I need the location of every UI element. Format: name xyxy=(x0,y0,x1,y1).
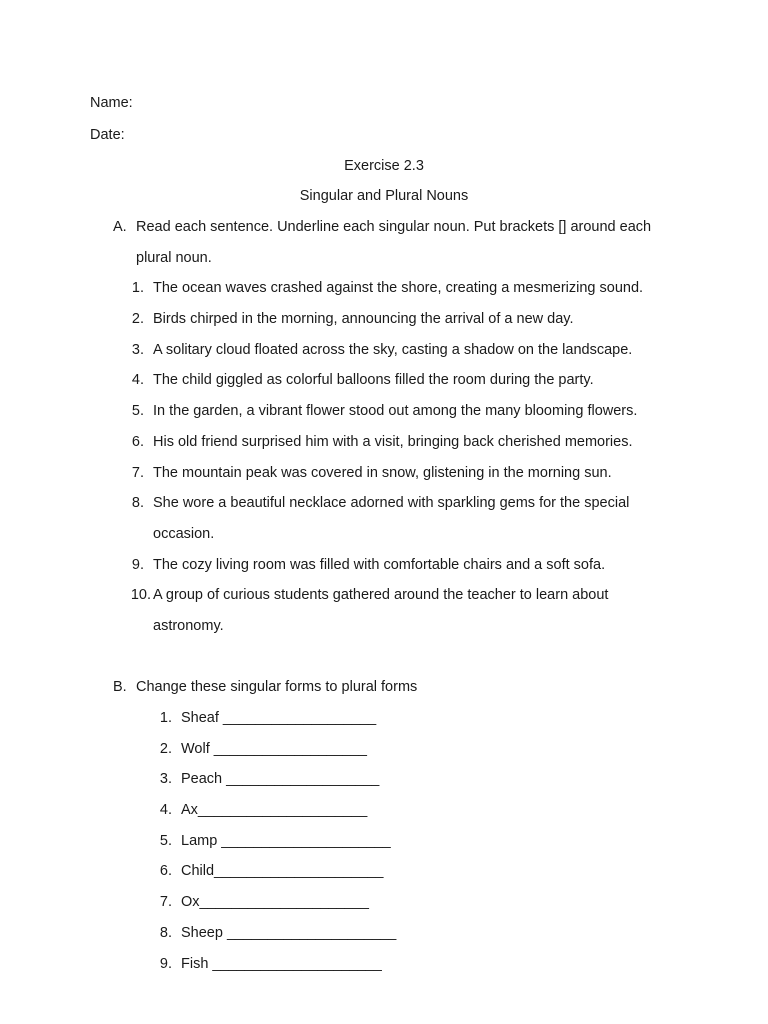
list-item-number: 4. xyxy=(131,372,144,388)
list-item: A solitary cloud floated across the sky, casting a shadow on the landscape. xyxy=(153,342,633,358)
list-item-continuation: occasion. xyxy=(153,526,215,542)
list-item: The cozy living room was filled with comfortable chairs and a soft sofa. xyxy=(153,557,606,573)
list-item-number: 10. xyxy=(130,587,151,603)
list-item-number: 9. xyxy=(159,956,172,972)
exercise-subtitle: Singular and Plural Nouns xyxy=(299,188,469,204)
list-item: The child giggled as colorful balloons filled the room during the party. xyxy=(153,372,594,388)
list-item-number: 7. xyxy=(131,465,144,481)
list-item-number: 1. xyxy=(131,280,144,296)
list-item: Birds chirped in the morning, announcing the arrival of a new day. xyxy=(153,311,574,327)
list-item: Sheaf ___________________ xyxy=(181,710,377,726)
list-item-number: 3. xyxy=(159,771,172,787)
section-b-instruction: Change these singular forms to plural forms xyxy=(136,679,418,695)
section-b-marker: B. xyxy=(113,679,127,695)
list-item-number: 5. xyxy=(159,833,172,849)
list-item-number: 1. xyxy=(159,710,172,726)
section-a-marker: A. xyxy=(113,219,127,235)
list-item-continuation: astronomy. xyxy=(153,618,224,634)
list-item-number: 3. xyxy=(131,342,144,358)
list-item-number: 9. xyxy=(131,557,144,573)
list-item-number: 5. xyxy=(131,403,144,419)
exercise-title: Exercise 2.3 xyxy=(344,158,424,174)
list-item: His old friend surprised him with a visit, bringing back cherished memories. xyxy=(153,434,633,450)
list-item: A group of curious students gathered around the teacher to learn about xyxy=(153,587,609,603)
list-item-number: 4. xyxy=(159,802,172,818)
list-item-number: 2. xyxy=(131,311,144,327)
list-item: The mountain peak was covered in snow, glistening in the morning sun. xyxy=(153,465,612,481)
list-item: Ox_____________________ xyxy=(181,894,369,910)
list-item: She wore a beautiful necklace adorned with sparkling gems for the special xyxy=(153,495,630,511)
list-item: Ax_____________________ xyxy=(181,802,368,818)
list-item-number: 8. xyxy=(131,495,144,511)
list-item-number: 2. xyxy=(159,741,172,757)
list-item-number: 8. xyxy=(159,925,172,941)
list-item: Peach ___________________ xyxy=(181,771,380,787)
section-a-instruction-cont: plural noun. xyxy=(136,250,212,266)
list-item: Fish _____________________ xyxy=(181,956,382,972)
list-item-number: 6. xyxy=(159,863,172,879)
list-item: Lamp _____________________ xyxy=(181,833,391,849)
list-item: The ocean waves crashed against the shore, creating a mesmerizing sound. xyxy=(153,280,644,296)
list-item: Child_____________________ xyxy=(181,863,384,879)
name-label: Name: xyxy=(90,95,133,111)
list-item: In the garden, a vibrant flower stood out among the many blooming flowers. xyxy=(153,403,638,419)
list-item-number: 6. xyxy=(131,434,144,450)
list-item: Wolf ___________________ xyxy=(181,741,367,757)
date-label: Date: xyxy=(90,127,125,143)
list-item: Sheep _____________________ xyxy=(181,925,397,941)
section-a-instruction: Read each sentence. Underline each singular noun. Put brackets [] around each xyxy=(136,219,652,235)
list-item-number: 7. xyxy=(159,894,172,910)
